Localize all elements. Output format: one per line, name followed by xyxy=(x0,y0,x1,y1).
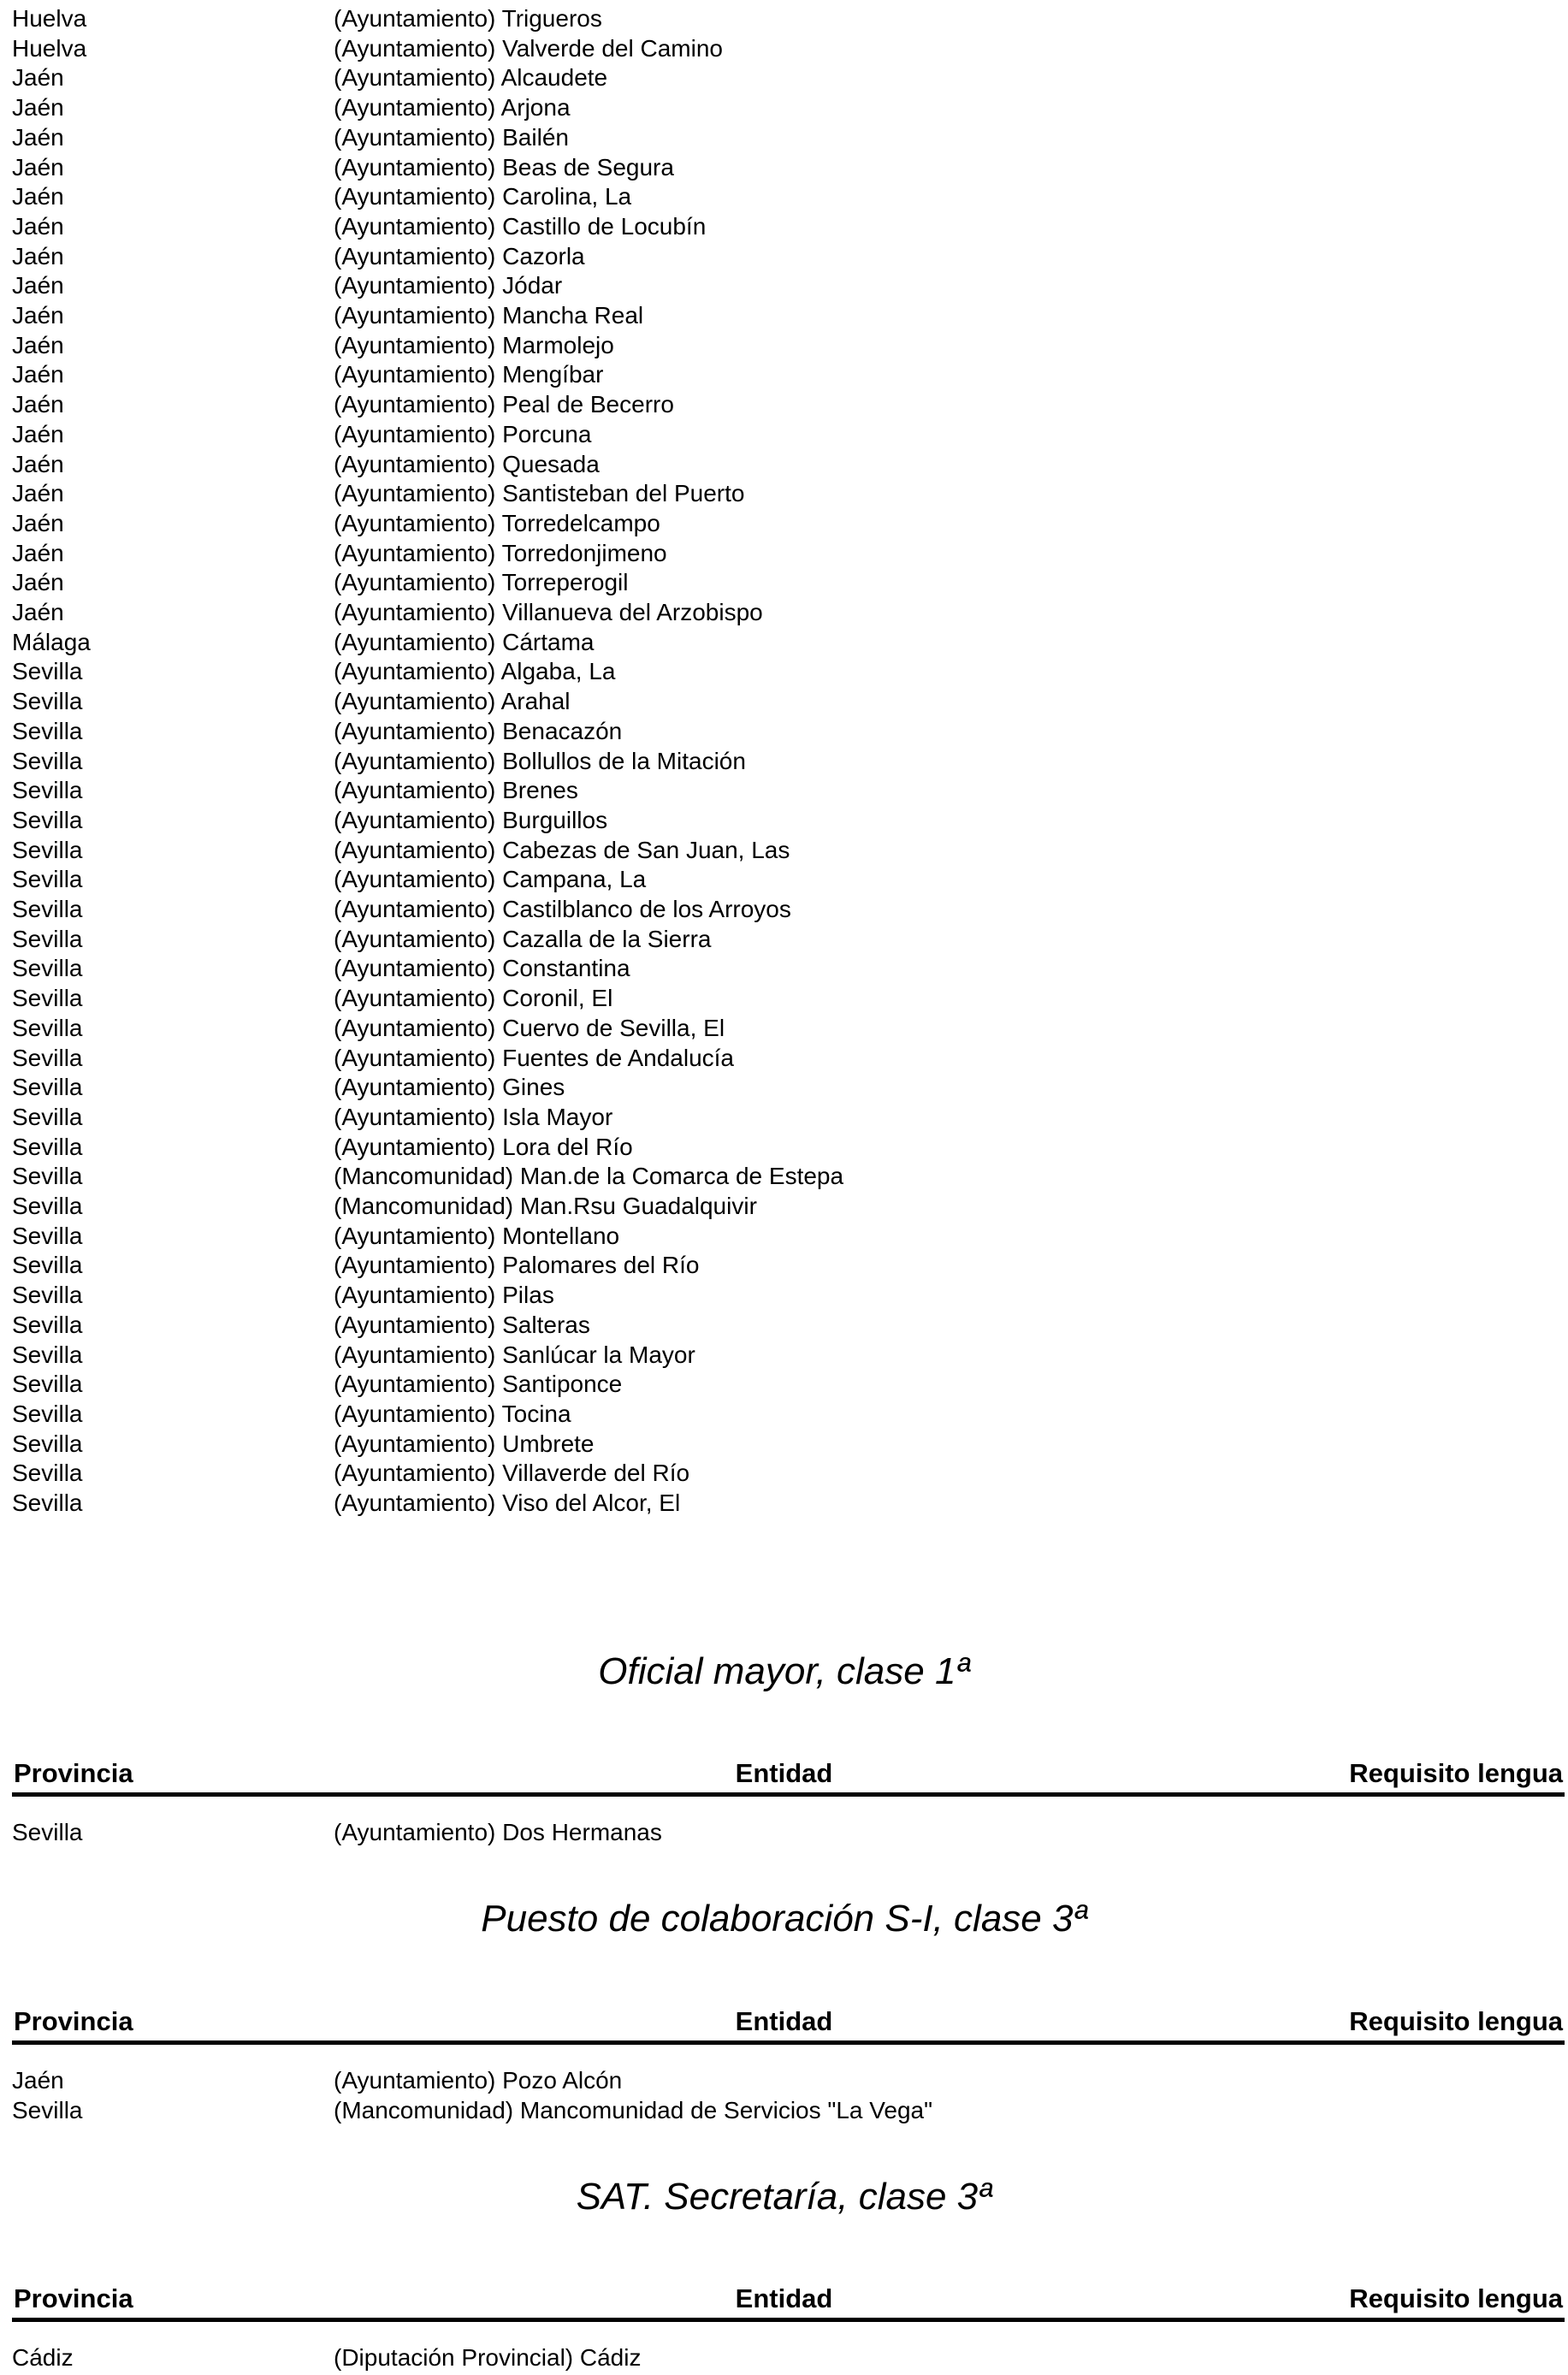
cell-entidad: (Ayuntamiento) Valverde del Camino xyxy=(334,34,723,62)
cell-entidad: (Ayuntamiento) Torredonjimeno xyxy=(334,539,667,566)
cell-entidad: (Ayuntamiento) Marmolejo xyxy=(334,331,614,358)
cell-provincia: Sevilla xyxy=(12,1341,83,1368)
table-row xyxy=(0,92,1568,122)
cell-provincia: Sevilla xyxy=(12,688,83,715)
cell-entidad: (Ayuntamiento) Palomares del Río xyxy=(334,1252,700,1279)
cell-provincia: Sevilla xyxy=(12,866,83,893)
cell-entidad: (Ayuntamiento) Peal de Becerro xyxy=(334,391,674,418)
cell-entidad: (Ayuntamiento) Santiponce xyxy=(334,1371,623,1398)
cell-entidad: (Ayuntamiento) Lora del Río xyxy=(334,1133,633,1160)
cell-entidad: (Ayuntamiento) Torreperogil xyxy=(334,569,629,596)
cell-provincia: Jaén xyxy=(12,331,64,358)
cell-provincia: Sevilla xyxy=(12,747,83,774)
cell-provincia: Jaén xyxy=(12,183,64,210)
table-row xyxy=(0,1191,1568,1221)
table-row xyxy=(0,3,1568,33)
table-row xyxy=(0,122,1568,152)
cell-provincia: Huelva xyxy=(12,5,87,32)
table-header xyxy=(0,2005,1568,2039)
table-row xyxy=(0,1250,1568,1280)
cell-provincia: Sevilla xyxy=(12,1819,83,1845)
cell-entidad: (Ayuntamiento) Alcaudete xyxy=(334,64,608,92)
column-header-entidad: Entidad xyxy=(735,2283,833,2313)
table-row xyxy=(0,2342,1568,2372)
cell-provincia: Sevilla xyxy=(12,1400,83,1427)
cell-provincia: Sevilla xyxy=(12,1371,83,1398)
cell-entidad: (Ayuntamiento) Viso del Alcor, El xyxy=(334,1490,681,1516)
table-row xyxy=(0,656,1568,686)
table-row xyxy=(0,953,1568,983)
cell-provincia: Sevilla xyxy=(12,717,83,744)
cell-provincia: Sevilla xyxy=(12,985,83,1012)
cell-entidad: (Ayuntamiento) Beas de Segura xyxy=(334,153,674,181)
table-row xyxy=(0,1488,1568,1518)
cell-provincia: Sevilla xyxy=(12,925,83,952)
column-header-provincia: Provincia xyxy=(14,2006,133,2036)
cell-provincia: Sevilla xyxy=(12,1282,83,1309)
table-row xyxy=(0,241,1568,271)
cell-provincia: Sevilla xyxy=(12,1133,83,1160)
cell-entidad: (Ayuntamiento) Cabezas de San Juan, Las xyxy=(334,836,790,863)
table-row xyxy=(0,1399,1568,1429)
cell-provincia: Sevilla xyxy=(12,1193,83,1219)
header-rule xyxy=(12,1792,1565,1797)
cell-entidad: (Ayuntamiento) Trigueros xyxy=(334,5,602,32)
cell-provincia: Jaén xyxy=(12,361,64,388)
cell-provincia: Sevilla xyxy=(12,1311,83,1338)
table-row xyxy=(0,1072,1568,1102)
cell-entidad: (Ayuntamiento) Fuentes de Andalucía xyxy=(334,1044,735,1071)
table-row xyxy=(0,1280,1568,1310)
table-row xyxy=(0,33,1568,63)
section-title: Puesto de colaboración S-I, clase 3ª xyxy=(481,1898,1087,1940)
cell-provincia: Sevilla xyxy=(12,955,83,982)
column-header-provincia: Provincia xyxy=(14,1758,133,1788)
cell-provincia: Jaén xyxy=(12,64,64,92)
cell-entidad: (Ayuntamiento) Gines xyxy=(334,1074,565,1101)
cell-entidad: (Ayuntamiento) Salteras xyxy=(334,1311,590,1338)
cell-entidad: (Ayuntamiento) Quesada xyxy=(334,450,600,477)
section-title: Oficial mayor, clase 1ª xyxy=(598,1650,970,1692)
cell-entidad: (Ayuntamiento) Arjona xyxy=(334,94,571,121)
cell-provincia: Sevilla xyxy=(12,1252,83,1279)
table-row xyxy=(0,775,1568,805)
cell-provincia: Sevilla xyxy=(12,836,83,863)
cell-entidad: (Ayuntamiento) Burguillos xyxy=(334,806,608,833)
cell-provincia: Sevilla xyxy=(12,1044,83,1071)
table-row xyxy=(0,1013,1568,1043)
cell-entidad: (Ayuntamiento) Cazorla xyxy=(334,242,585,269)
column-header-requisito-lengua: Requisito lengua xyxy=(1349,2283,1563,2313)
cell-provincia: Sevilla xyxy=(12,1460,83,1487)
cell-entidad: (Ayuntamiento) Carolina, La xyxy=(334,183,632,210)
table-row xyxy=(0,983,1568,1013)
cell-provincia: Sevilla xyxy=(12,1014,83,1041)
cell-entidad: (Ayuntamiento) Cuervo de Sevilla, El xyxy=(334,1014,725,1041)
cell-provincia: Jaén xyxy=(12,599,64,625)
cell-entidad: (Ayuntamiento) Campana, La xyxy=(334,866,647,893)
cell-entidad: (Ayuntamiento) Santisteban del Puerto xyxy=(334,480,745,507)
cell-provincia: Jaén xyxy=(12,480,64,507)
table-row xyxy=(0,1458,1568,1488)
table-row xyxy=(0,1340,1568,1370)
cell-provincia: Jaén xyxy=(12,391,64,418)
table-row xyxy=(0,2065,1568,2095)
table-row xyxy=(0,567,1568,597)
cell-entidad: (Mancomunidad) Man.de la Comarca de Estepa xyxy=(334,1163,844,1190)
column-header-entidad: Entidad xyxy=(735,2006,833,2036)
table-row xyxy=(0,270,1568,300)
cell-entidad: (Ayuntamiento) Jódar xyxy=(334,272,563,299)
cell-provincia: Jaén xyxy=(12,242,64,269)
cell-provincia: Sevilla xyxy=(12,896,83,922)
cell-entidad: (Ayuntamiento) Coronil, El xyxy=(334,985,613,1012)
cell-provincia: Jaén xyxy=(12,539,64,566)
cell-entidad: (Ayuntamiento) Pozo Alcón xyxy=(334,2067,623,2094)
column-header-provincia: Provincia xyxy=(14,2283,133,2313)
table-row xyxy=(0,1369,1568,1399)
cell-entidad: (Mancomunidad) Man.Rsu Guadalquivir xyxy=(334,1193,757,1219)
table-row xyxy=(0,894,1568,924)
cell-provincia: Sevilla xyxy=(12,2097,83,2123)
cell-provincia: Sevilla xyxy=(12,777,83,804)
cell-entidad: (Ayuntamiento) Sanlúcar la Mayor xyxy=(334,1341,695,1368)
cell-entidad: (Ayuntamiento) Bollullos de la Mitación xyxy=(334,747,746,774)
cell-provincia: Sevilla xyxy=(12,1074,83,1101)
table-header xyxy=(0,2282,1568,2316)
cell-entidad: (Ayuntamiento) Castilblanco de los Arroyos xyxy=(334,896,791,922)
table-row xyxy=(0,62,1568,92)
table-row xyxy=(0,716,1568,746)
table-row xyxy=(0,359,1568,389)
cell-provincia: Jaén xyxy=(12,123,64,151)
table-row xyxy=(0,1043,1568,1073)
cell-entidad: (Ayuntamiento) Constantina xyxy=(334,955,630,982)
table-row xyxy=(0,2095,1568,2125)
cell-entidad: (Ayuntamiento) Villaverde del Río xyxy=(334,1460,690,1487)
cell-provincia: Cádiz xyxy=(12,2344,74,2371)
cell-provincia: Jaén xyxy=(12,153,64,181)
table-row xyxy=(0,597,1568,627)
cell-provincia: Jaén xyxy=(12,420,64,447)
table-row xyxy=(0,686,1568,716)
cell-provincia: Jaén xyxy=(12,272,64,299)
table-row xyxy=(0,538,1568,568)
header-rule xyxy=(12,2318,1565,2322)
table-row xyxy=(0,1429,1568,1459)
cell-provincia: Jaén xyxy=(12,94,64,121)
cell-entidad: (Diputación Provincial) Cádiz xyxy=(334,2344,642,2371)
table-row xyxy=(0,419,1568,449)
table-row xyxy=(0,330,1568,360)
header-rule xyxy=(12,2040,1565,2045)
cell-entidad: (Ayuntamiento) Benacazón xyxy=(334,717,623,744)
table-row xyxy=(0,1310,1568,1340)
column-header-entidad: Entidad xyxy=(735,1758,833,1788)
cell-provincia: Jaén xyxy=(12,302,64,329)
cell-entidad: (Ayuntamiento) Montellano xyxy=(334,1222,620,1249)
cell-provincia: Jaén xyxy=(12,509,64,536)
table-header xyxy=(0,1756,1568,1791)
table-row xyxy=(0,835,1568,865)
cell-entidad: (Ayuntamiento) Pilas xyxy=(334,1282,554,1309)
table-row xyxy=(0,300,1568,330)
table-row xyxy=(0,152,1568,182)
cell-entidad: (Ayuntamiento) Mengíbar xyxy=(334,361,604,388)
cell-entidad: (Ayuntamiento) Brenes xyxy=(334,777,578,804)
table-row xyxy=(0,627,1568,657)
table-row xyxy=(0,1132,1568,1162)
table-row xyxy=(0,181,1568,211)
cell-entidad: (Ayuntamiento) Castillo de Locubín xyxy=(334,212,707,240)
table-row xyxy=(0,1817,1568,1847)
cell-provincia: Jaén xyxy=(12,569,64,596)
cell-provincia: Sevilla xyxy=(12,1103,83,1130)
cell-provincia: Málaga xyxy=(12,628,91,655)
section-title: SAT. Secretaría, clase 3ª xyxy=(576,2176,992,2218)
cell-provincia: Jaén xyxy=(12,212,64,240)
table-row xyxy=(0,211,1568,241)
cell-entidad: (Ayuntamiento) Porcuna xyxy=(334,420,592,447)
table-row xyxy=(0,449,1568,479)
cell-entidad: (Ayuntamiento) Algaba, La xyxy=(334,658,616,685)
cell-entidad: (Ayuntamiento) Isla Mayor xyxy=(334,1103,613,1130)
table-row xyxy=(0,389,1568,419)
table-row xyxy=(0,508,1568,538)
table-row xyxy=(0,805,1568,835)
table-row xyxy=(0,924,1568,954)
cell-provincia: Sevilla xyxy=(12,1490,83,1516)
table-row xyxy=(0,478,1568,508)
table-row xyxy=(0,746,1568,776)
cell-provincia: Sevilla xyxy=(12,1222,83,1249)
table-row xyxy=(0,1102,1568,1132)
table-row xyxy=(0,1221,1568,1251)
cell-provincia: Huelva xyxy=(12,34,87,62)
cell-entidad: (Ayuntamiento) Torredelcampo xyxy=(334,509,660,536)
cell-entidad: (Ayuntamiento) Tocina xyxy=(334,1400,571,1427)
cell-provincia: Sevilla xyxy=(12,658,83,685)
cell-entidad: (Ayuntamiento) Dos Hermanas xyxy=(334,1819,662,1845)
cell-entidad: (Mancomunidad) Mancomunidad de Servicios "La Vega" xyxy=(334,2097,933,2123)
cell-entidad: (Ayuntamiento) Cazalla de la Sierra xyxy=(334,925,712,952)
cell-entidad: (Ayuntamiento) Villanueva del Arzobispo xyxy=(334,599,763,625)
cell-entidad: (Ayuntamiento) Mancha Real xyxy=(334,302,644,329)
column-header-requisito-lengua: Requisito lengua xyxy=(1349,1758,1563,1788)
cell-entidad: (Ayuntamiento) Cártama xyxy=(334,628,595,655)
cell-provincia: Jaén xyxy=(12,450,64,477)
column-header-requisito-lengua: Requisito lengua xyxy=(1349,2006,1563,2036)
cell-provincia: Sevilla xyxy=(12,1163,83,1190)
cell-provincia: Jaén xyxy=(12,2067,64,2094)
table-row xyxy=(0,864,1568,894)
cell-entidad: (Ayuntamiento) Umbrete xyxy=(334,1430,595,1457)
cell-entidad: (Ayuntamiento) Bailén xyxy=(334,123,569,151)
table-row xyxy=(0,1161,1568,1191)
cell-provincia: Sevilla xyxy=(12,1430,83,1457)
cell-provincia: Sevilla xyxy=(12,806,83,833)
cell-entidad: (Ayuntamiento) Arahal xyxy=(334,688,571,715)
